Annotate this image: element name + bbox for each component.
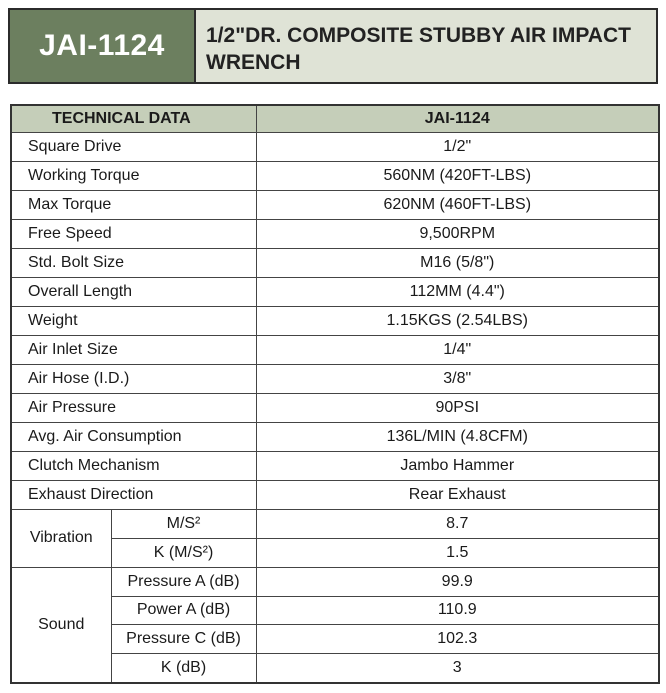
row-value: Jambo Hammer <box>256 451 659 480</box>
row-label: Free Speed <box>11 219 256 248</box>
sound-sub-label: Power A (dB) <box>111 596 256 625</box>
row-value: 3 <box>256 654 659 683</box>
sound-sub-label: Pressure A (dB) <box>111 567 256 596</box>
table-row <box>11 451 659 480</box>
row-label: Avg. Air Consumption <box>11 422 256 451</box>
table-row <box>11 306 659 335</box>
table-row <box>11 277 659 306</box>
product-title-line-2: WRENCH <box>206 51 301 74</box>
table-row <box>11 161 659 190</box>
row-label: Exhaust Direction <box>11 480 256 509</box>
header <box>8 8 658 84</box>
model-badge <box>8 8 196 84</box>
row-value: 112MM (4.4") <box>256 277 659 306</box>
product-title <box>196 8 658 84</box>
row-value: 3/8" <box>256 364 659 393</box>
vibration-sub-label: M/S² <box>111 509 256 538</box>
product-title-line-1: 1/2"DR. COMPOSITE STUBBY AIR IMPACT <box>206 24 631 47</box>
row-label: Working Torque <box>11 161 256 190</box>
row-value: 136L/MIN (4.8CFM) <box>256 422 659 451</box>
row-value: 99.9 <box>256 567 659 596</box>
table-row <box>11 364 659 393</box>
table-row <box>11 567 659 596</box>
table-row <box>11 335 659 364</box>
vibration-sub-label: K (M/S²) <box>111 538 256 567</box>
table-row <box>11 219 659 248</box>
row-value: 560NM (420FT-LBS) <box>256 161 659 190</box>
model-number: JAI-1124 <box>39 29 165 62</box>
sound-group-label: Sound <box>11 567 111 683</box>
row-value: 620NM (460FT-LBS) <box>256 190 659 219</box>
row-label: Std. Bolt Size <box>11 248 256 277</box>
table-row <box>11 248 659 277</box>
row-value: M16 (5/8") <box>256 248 659 277</box>
row-value: 1.5 <box>256 538 659 567</box>
row-value: 90PSI <box>256 393 659 422</box>
row-label: Air Hose (I.D.) <box>11 364 256 393</box>
row-value: Rear Exhaust <box>256 480 659 509</box>
row-value: 8.7 <box>256 509 659 538</box>
row-label: Air Pressure <box>11 393 256 422</box>
table-row <box>11 190 659 219</box>
table-row <box>11 422 659 451</box>
sound-sub-label: K (dB) <box>111 654 256 683</box>
header-model: JAI-1124 <box>256 105 659 133</box>
table-row <box>11 133 659 162</box>
row-label: Overall Length <box>11 277 256 306</box>
technical-data-table <box>10 104 660 684</box>
row-label: Square Drive <box>11 133 256 162</box>
table-row <box>11 480 659 509</box>
table-row <box>11 509 659 538</box>
vibration-group-label: Vibration <box>11 509 111 567</box>
row-label: Air Inlet Size <box>11 335 256 364</box>
row-value: 1/2" <box>256 133 659 162</box>
row-value: 1/4" <box>256 335 659 364</box>
row-value: 110.9 <box>256 596 659 625</box>
row-value: 102.3 <box>256 625 659 654</box>
row-label: Max Torque <box>11 190 256 219</box>
row-label: Weight <box>11 306 256 335</box>
row-value: 1.15KGS (2.54LBS) <box>256 306 659 335</box>
row-value: 9,500RPM <box>256 219 659 248</box>
table-row <box>11 393 659 422</box>
row-label: Clutch Mechanism <box>11 451 256 480</box>
table-header-row <box>11 105 659 133</box>
sound-sub-label: Pressure C (dB) <box>111 625 256 654</box>
header-technical-data: TECHNICAL DATA <box>11 105 256 133</box>
